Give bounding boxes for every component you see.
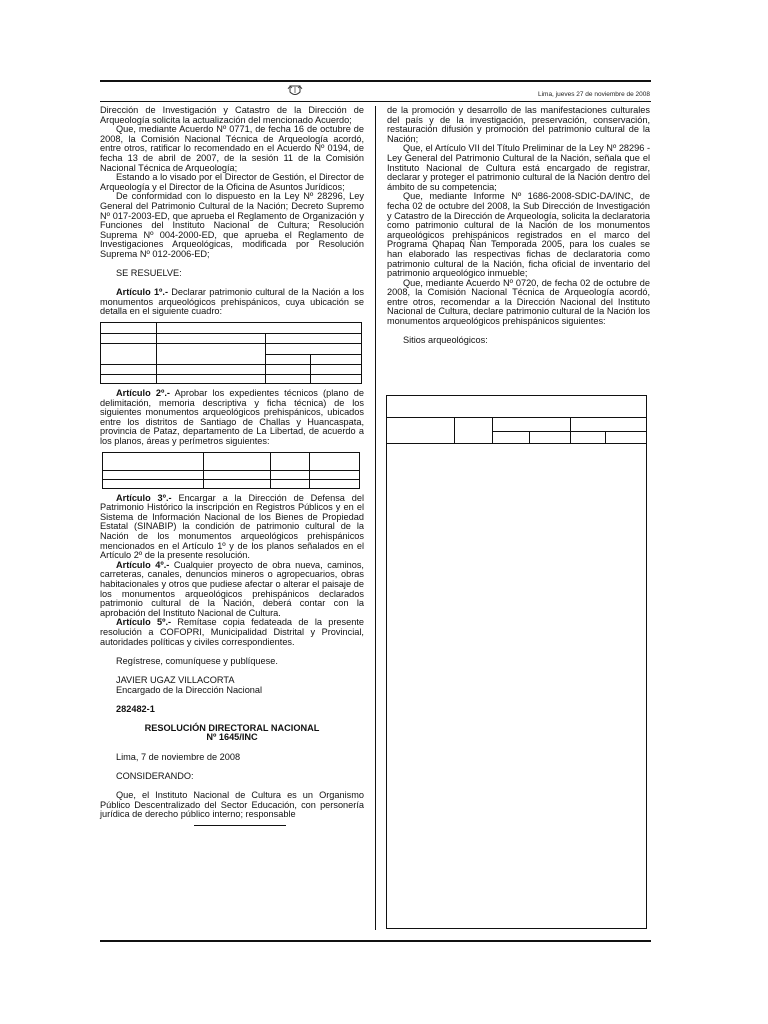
paragraph: Que, el Artículo VII del Título Preliminar de la Ley Nº 28296 -Ley General del Patrimonio Cultural de la Nación, señala que el Instituto Nacional de Cultura está encargado de registrar, declarar y proteger el patrimonio cultural de la Nación dentro del ámbito de su competencia; — [387, 143, 650, 192]
article-1 — [100, 288, 364, 317]
article-label: Artículo 1º.- — [116, 287, 169, 298]
right-column — [387, 106, 650, 346]
considerando-heading: CONSIDERANDO: — [116, 770, 194, 781]
header-bottom-rule — [100, 101, 651, 102]
paragraph: de la promoción y desarrollo de las manifestaciones culturales del país y de la investigación, preservación, conservación, restauración difusión y promoción del patrimonio cultural de la Nación; — [387, 105, 650, 144]
sites-table-2 — [386, 395, 647, 929]
resuelve-heading: SE RESUELVE: — [116, 268, 182, 279]
separator-line — [194, 825, 286, 826]
plans-table — [102, 452, 360, 489]
article-5 — [100, 618, 364, 647]
reference-number-text: 282482-1 — [116, 703, 155, 714]
article-text: Cualquier proyecto de obra nueva, caminos, carreteras, canales, denuncios mineros o agropecuarios, obras habitacionales y otros que pudiese afectar o alterar el paisaje de los monumentos arqueológicos prehispánicos declarados patrimonio cultural de la Nación, deberá contar con la aprobación del Instituto Nacional de Cultura. — [100, 559, 364, 618]
sites-table-1 — [100, 322, 362, 384]
header-date: Lima, jueves 27 de noviembre de 2008 — [537, 91, 650, 98]
article-2 — [100, 389, 364, 447]
coat-of-arms-icon — [287, 84, 303, 98]
signer-name: JAVIER UGAZ VILLACORTA — [116, 674, 235, 685]
article-text: Declarar patrimonio cultural de la Nación a los monumentos arqueológicos prehispánicos, cuya ubicación se detalla en el siguiente cuadro: — [100, 287, 364, 317]
resolution-date: Lima, 7 de noviembre de 2008 — [116, 751, 241, 762]
article-text: Encargar a la Dirección de Defensa del Patrimonio Histórico la inscripción en Registros Públicos y en el Sistema de Información Nacional de los Bienes de Propiedad Estatal (SINABIP) la condición de patrimonio cultural de la Nación de los monumentos arqueológicos prehispánicos mencionados en el Artículo 1º y de los planos señalados en el Artículo 2º de la presente resolución. — [100, 492, 364, 561]
article-label: Artículo 4º.- — [116, 559, 170, 570]
signer-title: Encargado de la Dirección Nacional — [116, 684, 263, 695]
paragraph: De conformidad con lo dispuesto en la Ley Nº 28296, Ley General del Patrimonio Cultural de la Nación; Decreto Supremo Nº 017-2003-ED, que aprueba el Reglamento de Organización y Funciones del Instituto Nacional de Cultura; Resolución Suprema Nº 004-2000-ED, que aprueba el Reglamento de Investigaciones Arqueológicas, modificada por Resolución Suprema Nº 012-2006-ED; — [100, 191, 364, 259]
closing-formula: Regístrese, comuníquese y publíquese. — [116, 655, 278, 666]
article-label: Artículo 5º.- — [116, 617, 172, 628]
article-4 — [100, 561, 364, 619]
sitios-heading: Sitios arqueológicos: — [403, 335, 488, 346]
article-text: Aprobar los expedientes técnicos (plano de delimitación, memoria descriptiva y ficha técnica) de los siguientes monumentos arqueológicos prehispánicos, ubicados entre los distritos de Santiago de Challas y Huancaspata, provincia de Pataz, departamento de La Libertad, de acuerdo a los planos, áreas y perímetros siguientes: — [100, 388, 364, 447]
article-3 — [100, 494, 364, 561]
paragraph: Dirección de Investigación y Catastro de la Dirección de Arqueología solicita la actualización del mencionado Acuerdo; — [100, 105, 364, 125]
footer-rule — [100, 940, 651, 942]
article-label: Artículo 3º.- — [116, 492, 172, 503]
header-top-rule — [100, 80, 651, 82]
paragraph: Que, mediante Acuerdo Nº 0771, de fecha 16 de octubre de 2008, la Comisión Nacional Técnica de Arqueología acordó, entre otros, ratificar lo recomendado en el Acuerdo Nº 0194, de fecha 13 de abril de 2007, de la sesión 11 de la Comisión Nacional Técnica de Arqueología; — [100, 124, 364, 173]
paragraph: Estando a lo visado por el Director de Gestión, el Director de Arqueología y el Director de la Oficina de Asuntos Jurídicos; — [100, 172, 364, 192]
article-text: Remítase copia fedateada de la presente resolución a COFOPRI, Municipalidad Distrital y Provincial, autoridades políticas y civiles correspondientes. — [100, 617, 364, 647]
resolution-title-line-1: RESOLUCIÓN DIRECTORAL NACIONAL — [144, 722, 320, 733]
article-label: Artículo 2º.- — [116, 388, 170, 399]
left-column — [100, 106, 364, 820]
paragraph: Que, mediante Informe Nº 1686-2008-SDIC-DA/INC, de fecha 02 de octubre del 2008, la Sub Dirección de Investigación y Catastro de la Dirección de Arqueología, solicita la declaratoria como patrimonio cultural de la Nación de los monumentos arqueológicos prehispánicos registrados en el marco del Programa Qhapaq Ñan Temporada 2005, para los cuales se han elaborado las respectivas fichas de declaratoria como patrimonio cultural de la Nación, ficha oficial de inventario del patrimonio arqueológico inmueble; — [387, 191, 651, 279]
column-divider — [375, 106, 376, 930]
reference-number — [100, 705, 364, 715]
resolution-title-line-2: Nº 1645/INC — [206, 732, 258, 743]
resolution-number — [100, 733, 364, 743]
paragraph: Que, mediante Acuerdo Nº 0720, de fecha 02 de octubre de 2008, la Comisión Nacional Técnica de Arqueología acordó, entre otros, recomendar a la Dirección Nacional del Instituto Nacional de Cultura, declare patrimonio cultural de la Nación los monumentos arqueológicos prehispánicos siguientes: — [387, 277, 650, 327]
paragraph: Que, el Instituto Nacional de Cultura es un Organismo Público Descentralizado del Sector Educación, con personería jurídica de derecho público interno; responsable — [100, 790, 364, 820]
